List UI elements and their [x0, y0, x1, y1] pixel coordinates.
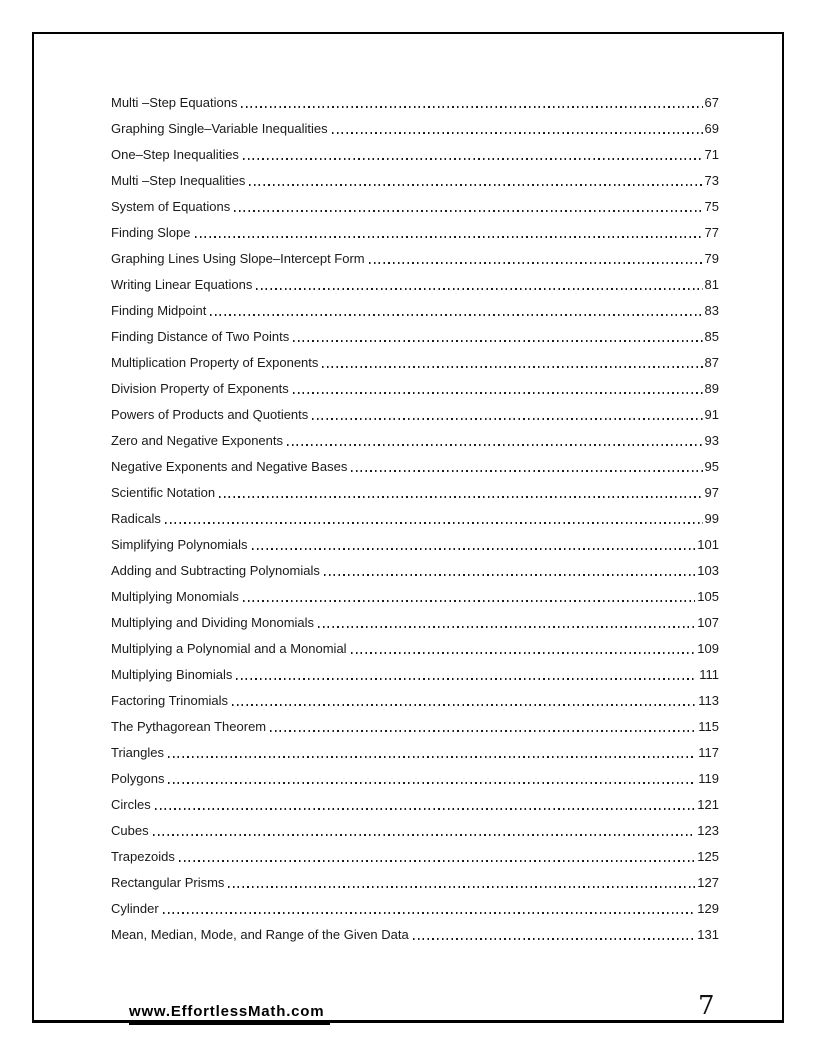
toc-entry-page: 77 [704, 225, 719, 240]
toc-entry-page: 101 [697, 537, 719, 552]
toc-entry-title: Adding and Subtracting Polynomials [111, 563, 320, 578]
toc-entry[interactable] [111, 712, 719, 738]
toc-entry-title: Simplifying Polynomials [111, 537, 248, 552]
toc-entry-title: Graphing Single–Variable Inequalities [111, 121, 328, 136]
toc-entry-page: 97 [704, 485, 719, 500]
toc-entry-title: Mean, Median, Mode, and Range of the Given Data [111, 927, 409, 942]
toc-dot-leader [351, 652, 696, 654]
toc-dot-leader [322, 366, 702, 368]
toc-dot-leader [256, 288, 702, 290]
toc-entry-page: 131 [697, 927, 719, 942]
toc-entry-title: System of Equations [111, 199, 231, 214]
toc-entry-title: Scientific Notation [111, 485, 216, 500]
toc-entry-page: 75 [704, 199, 719, 214]
toc-entry-page: 121 [697, 797, 719, 812]
toc-entry[interactable] [111, 530, 719, 556]
toc-entry-page: 89 [704, 381, 719, 396]
toc-entry[interactable] [111, 504, 719, 530]
toc-dot-leader [179, 860, 695, 862]
toc-dot-leader [168, 756, 696, 758]
toc-entry-title: Division Property of Exponents [111, 381, 289, 396]
toc-entry[interactable] [111, 790, 719, 816]
toc-entry-page: 79 [704, 251, 719, 266]
toc-entry[interactable] [111, 322, 719, 348]
toc-entry[interactable] [111, 296, 719, 322]
toc-dot-leader [155, 808, 696, 810]
toc-entry-title: Finding Distance of Two Points [111, 329, 290, 344]
toc-entry-page: 123 [697, 823, 719, 838]
toc-dot-leader [351, 470, 702, 472]
toc-entry-page: 81 [704, 277, 719, 292]
toc-entry[interactable] [111, 192, 719, 218]
toc-entry[interactable] [111, 270, 719, 296]
toc-dot-leader [195, 236, 703, 238]
toc-entry[interactable] [111, 582, 719, 608]
toc-entry-page: 69 [704, 121, 719, 136]
toc-dot-leader [293, 392, 703, 394]
toc-entry[interactable] [111, 218, 719, 244]
toc-entry-page: 91 [704, 407, 719, 422]
toc-entry-page: 73 [704, 173, 719, 188]
toc-entry-page: 103 [697, 563, 719, 578]
toc-entry-page: 83 [704, 303, 719, 318]
toc-entry-title: Multiplying a Polynomial and a Monomial [111, 641, 347, 656]
toc-entry[interactable] [111, 738, 719, 764]
toc-dot-leader [249, 184, 702, 186]
toc-entry-title: Multiplication Property of Exponents [111, 355, 319, 370]
toc-entry-title: Negative Exponents and Negative Bases [111, 459, 348, 474]
toc-dot-leader [332, 132, 703, 134]
toc-entry[interactable] [111, 556, 719, 582]
toc-entry-page: 67 [704, 95, 719, 110]
toc-entry[interactable] [111, 894, 719, 920]
toc-entry-title: One–Step Inequalities [111, 147, 239, 162]
toc-entry-page: 111 [699, 667, 719, 682]
toc-entry-title: Writing Linear Equations [111, 277, 253, 292]
toc-entry[interactable] [111, 244, 719, 270]
toc-entry-title: Graphing Lines Using Slope–Intercept Form [111, 251, 365, 266]
toc-dot-leader [312, 418, 702, 420]
toc-dot-leader [241, 106, 702, 108]
toc-entry[interactable] [111, 608, 719, 634]
table-of-contents [111, 88, 719, 946]
toc-entry[interactable] [111, 920, 719, 946]
toc-entry[interactable] [111, 686, 719, 712]
toc-entry[interactable] [111, 426, 719, 452]
toc-entry-title: Radicals [111, 511, 161, 526]
toc-entry[interactable] [111, 374, 719, 400]
toc-entry-title: Cubes [111, 823, 149, 838]
toc-entry[interactable] [111, 348, 719, 374]
toc-entry-page: 107 [697, 615, 719, 630]
toc-dot-leader [413, 938, 696, 940]
toc-entry-page: 71 [704, 147, 719, 162]
toc-entry-title: Finding Midpoint [111, 303, 207, 318]
toc-dot-leader [243, 600, 695, 602]
toc-dot-leader [219, 496, 702, 498]
toc-entry[interactable] [111, 816, 719, 842]
toc-dot-leader [369, 262, 703, 264]
toc-dot-leader [163, 912, 696, 914]
toc-entry[interactable] [111, 88, 719, 114]
toc-entry[interactable] [111, 114, 719, 140]
toc-dot-leader [234, 210, 702, 212]
toc-dot-leader [165, 522, 703, 524]
toc-dot-leader [168, 782, 696, 784]
toc-entry-page: 125 [697, 849, 719, 864]
toc-entry-title: Factoring Trinomials [111, 693, 229, 708]
toc-entry-title: Polygons [111, 771, 165, 786]
toc-entry-title: Powers of Products and Quotients [111, 407, 309, 422]
toc-dot-leader [243, 158, 703, 160]
toc-dot-leader [252, 548, 696, 550]
toc-dot-leader [153, 834, 696, 836]
toc-entry-title: Zero and Negative Exponents [111, 433, 283, 448]
toc-entry-title: Multi –Step Equations [111, 95, 238, 110]
toc-entry[interactable] [111, 478, 719, 504]
toc-entry-page: 113 [698, 693, 719, 708]
toc-entry-page: 99 [704, 511, 719, 526]
toc-entry[interactable] [111, 400, 719, 426]
toc-entry-page: 115 [698, 719, 719, 734]
toc-dot-leader [287, 444, 703, 446]
toc-dot-leader [324, 574, 695, 576]
toc-entry[interactable] [111, 868, 719, 894]
toc-entry-title: Rectangular Prisms [111, 875, 225, 890]
toc-entry-page: 105 [697, 589, 719, 604]
toc-entry-page: 95 [704, 459, 719, 474]
toc-dot-leader [236, 678, 697, 680]
page-border-frame [32, 32, 784, 1023]
toc-entry-title: Trapezoids [111, 849, 175, 864]
toc-entry[interactable] [111, 634, 719, 660]
toc-entry-page: 109 [697, 641, 719, 656]
toc-entry[interactable] [111, 166, 719, 192]
toc-entry[interactable] [111, 764, 719, 790]
toc-entry[interactable] [111, 452, 719, 478]
toc-entry-title: Circles [111, 797, 151, 812]
toc-entry-title: Multiplying Monomials [111, 589, 239, 604]
toc-dot-leader [318, 626, 695, 628]
toc-entry-page: 87 [704, 355, 719, 370]
toc-entry[interactable] [111, 842, 719, 868]
toc-entry-title: Multiplying and Dividing Monomials [111, 615, 315, 630]
toc-entry-title: Cylinder [111, 901, 159, 916]
toc-entry-title: Triangles [111, 745, 164, 760]
toc-dot-leader [270, 730, 696, 732]
toc-entry[interactable] [111, 140, 719, 166]
toc-entry-page: 117 [698, 745, 719, 760]
toc-dot-leader [232, 704, 696, 706]
toc-dot-leader [293, 340, 702, 342]
toc-entry[interactable] [111, 660, 719, 686]
toc-entry-title: Multiplying Binomials [111, 667, 233, 682]
toc-entry-title: The Pythagorean Theorem [111, 719, 267, 734]
toc-dot-leader [210, 314, 702, 316]
footer-website-link[interactable]: www.EffortlessMath.com [129, 1003, 330, 1025]
toc-entry-title: Multi –Step Inequalities [111, 173, 246, 188]
toc-entry-page: 85 [704, 329, 719, 344]
toc-entry-page: 119 [698, 771, 719, 786]
toc-entry-page: 127 [697, 875, 719, 890]
toc-dot-leader [228, 886, 695, 888]
toc-entry-page: 93 [704, 433, 719, 448]
toc-entry-title: Finding Slope [111, 225, 191, 240]
toc-entry-page: 129 [697, 901, 719, 916]
page-number: 7 [698, 991, 715, 1021]
